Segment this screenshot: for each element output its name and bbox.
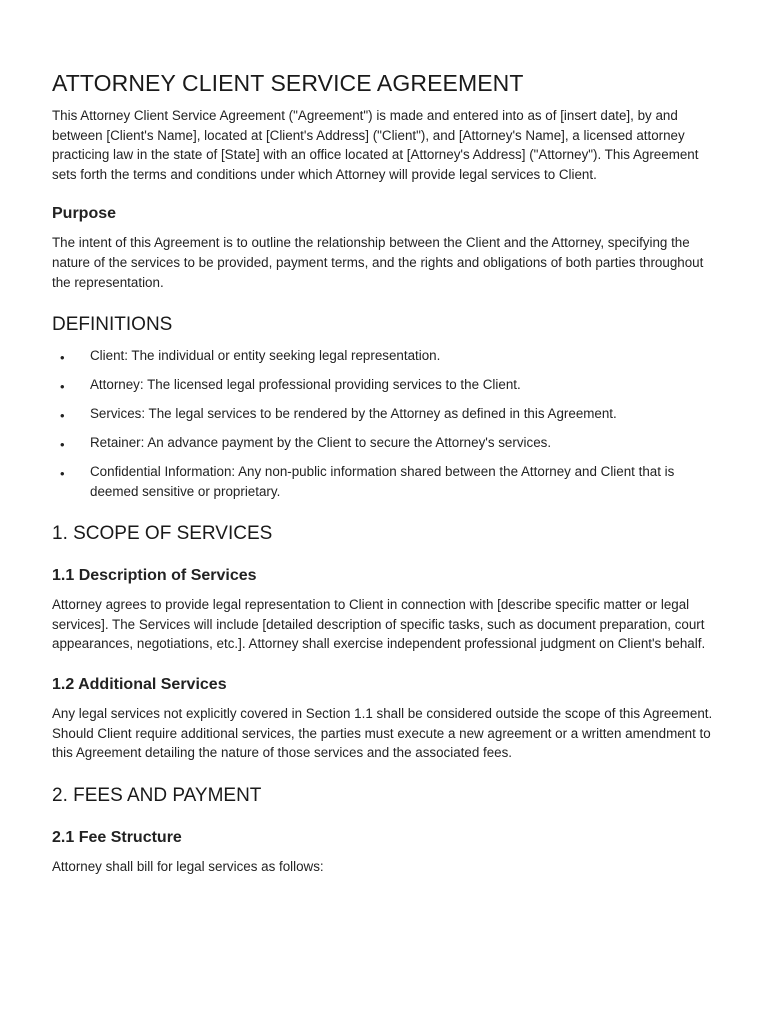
fee-structure-paragraph: Attorney shall bill for legal services as follows: [52,858,324,874]
definition-text: Client: The individual or entity seeking legal representation. [90,348,441,364]
bullet-icon: • [60,466,65,482]
definitions-heading: DEFINITIONS [52,314,173,336]
purpose-paragraph: The intent of this Agreement is to outline the relationship between the Client and the Attorney, specifying the nature of the services to be provided, payment terms, and the rights and obligations of both parties throughout the representation. [52,235,704,290]
bullet-icon: • [60,379,65,395]
list-item [52,375,722,395]
list-item [52,346,722,366]
definitions-list [52,346,722,501]
definition-text: Attorney: The licensed legal professional providing services to the Client. [90,377,521,393]
list-item [52,462,722,501]
fee-structure-heading: 2.1 Fee Structure [52,828,182,846]
purpose-heading: Purpose [52,205,117,223]
document-page [52,70,722,876]
bullet-icon: • [60,350,65,366]
additional-services-paragraph: Any legal services not explicitly covered in Section 1.1 shall be considered outside the scope of this Agreement. Should Client require additional services, the parties must execute a new agreement or a written amendment to this Agreement detailing the nature of those services and the associated fees. [52,706,713,761]
intro-paragraph: This Attorney Client Service Agreement ("Agreement") is made and entered into as of [insert date], by and between [Client's Name], located at [Client's Address] ("Client"), and [Attorney's Name], a licensed attorney practicing law in the state of [State] with an office located at [Attorney's Address] ("Attorney"). This Agreement sets forth the terms and conditions under which Attorney will provide legal services to Client. [52,108,699,182]
list-item [52,404,722,424]
definition-text: Confidential Information: Any non-public information shared between the Attorney and Client that is deemed sensitive or proprietary. [90,464,675,499]
list-item [52,433,722,453]
document-title: ATTORNEY CLIENT SERVICE AGREEMENT [52,70,524,96]
description-of-services-heading: 1.1 Description of Services [52,567,257,585]
bullet-icon: • [60,408,65,424]
bullet-icon: • [60,437,65,453]
additional-services-heading: 1.2 Additional Services [52,676,227,694]
definition-text: Services: The legal services to be rendered by the Attorney as defined in this Agreement. [90,406,617,422]
scope-heading: 1. SCOPE OF SERVICES [52,523,273,545]
fees-heading: 2. FEES AND PAYMENT [52,784,262,806]
description-of-services-paragraph: Attorney agrees to provide legal representation to Client in connection with [describe specific matter or legal services]. The Services will include [detailed description of specific tasks, such as document preparation, court appearances, negotiations, etc.]. Attorney shall exercise independent professional judgment on Client's behalf. [52,597,706,652]
definition-text: Retainer: An advance payment by the Client to secure the Attorney's services. [90,435,552,451]
